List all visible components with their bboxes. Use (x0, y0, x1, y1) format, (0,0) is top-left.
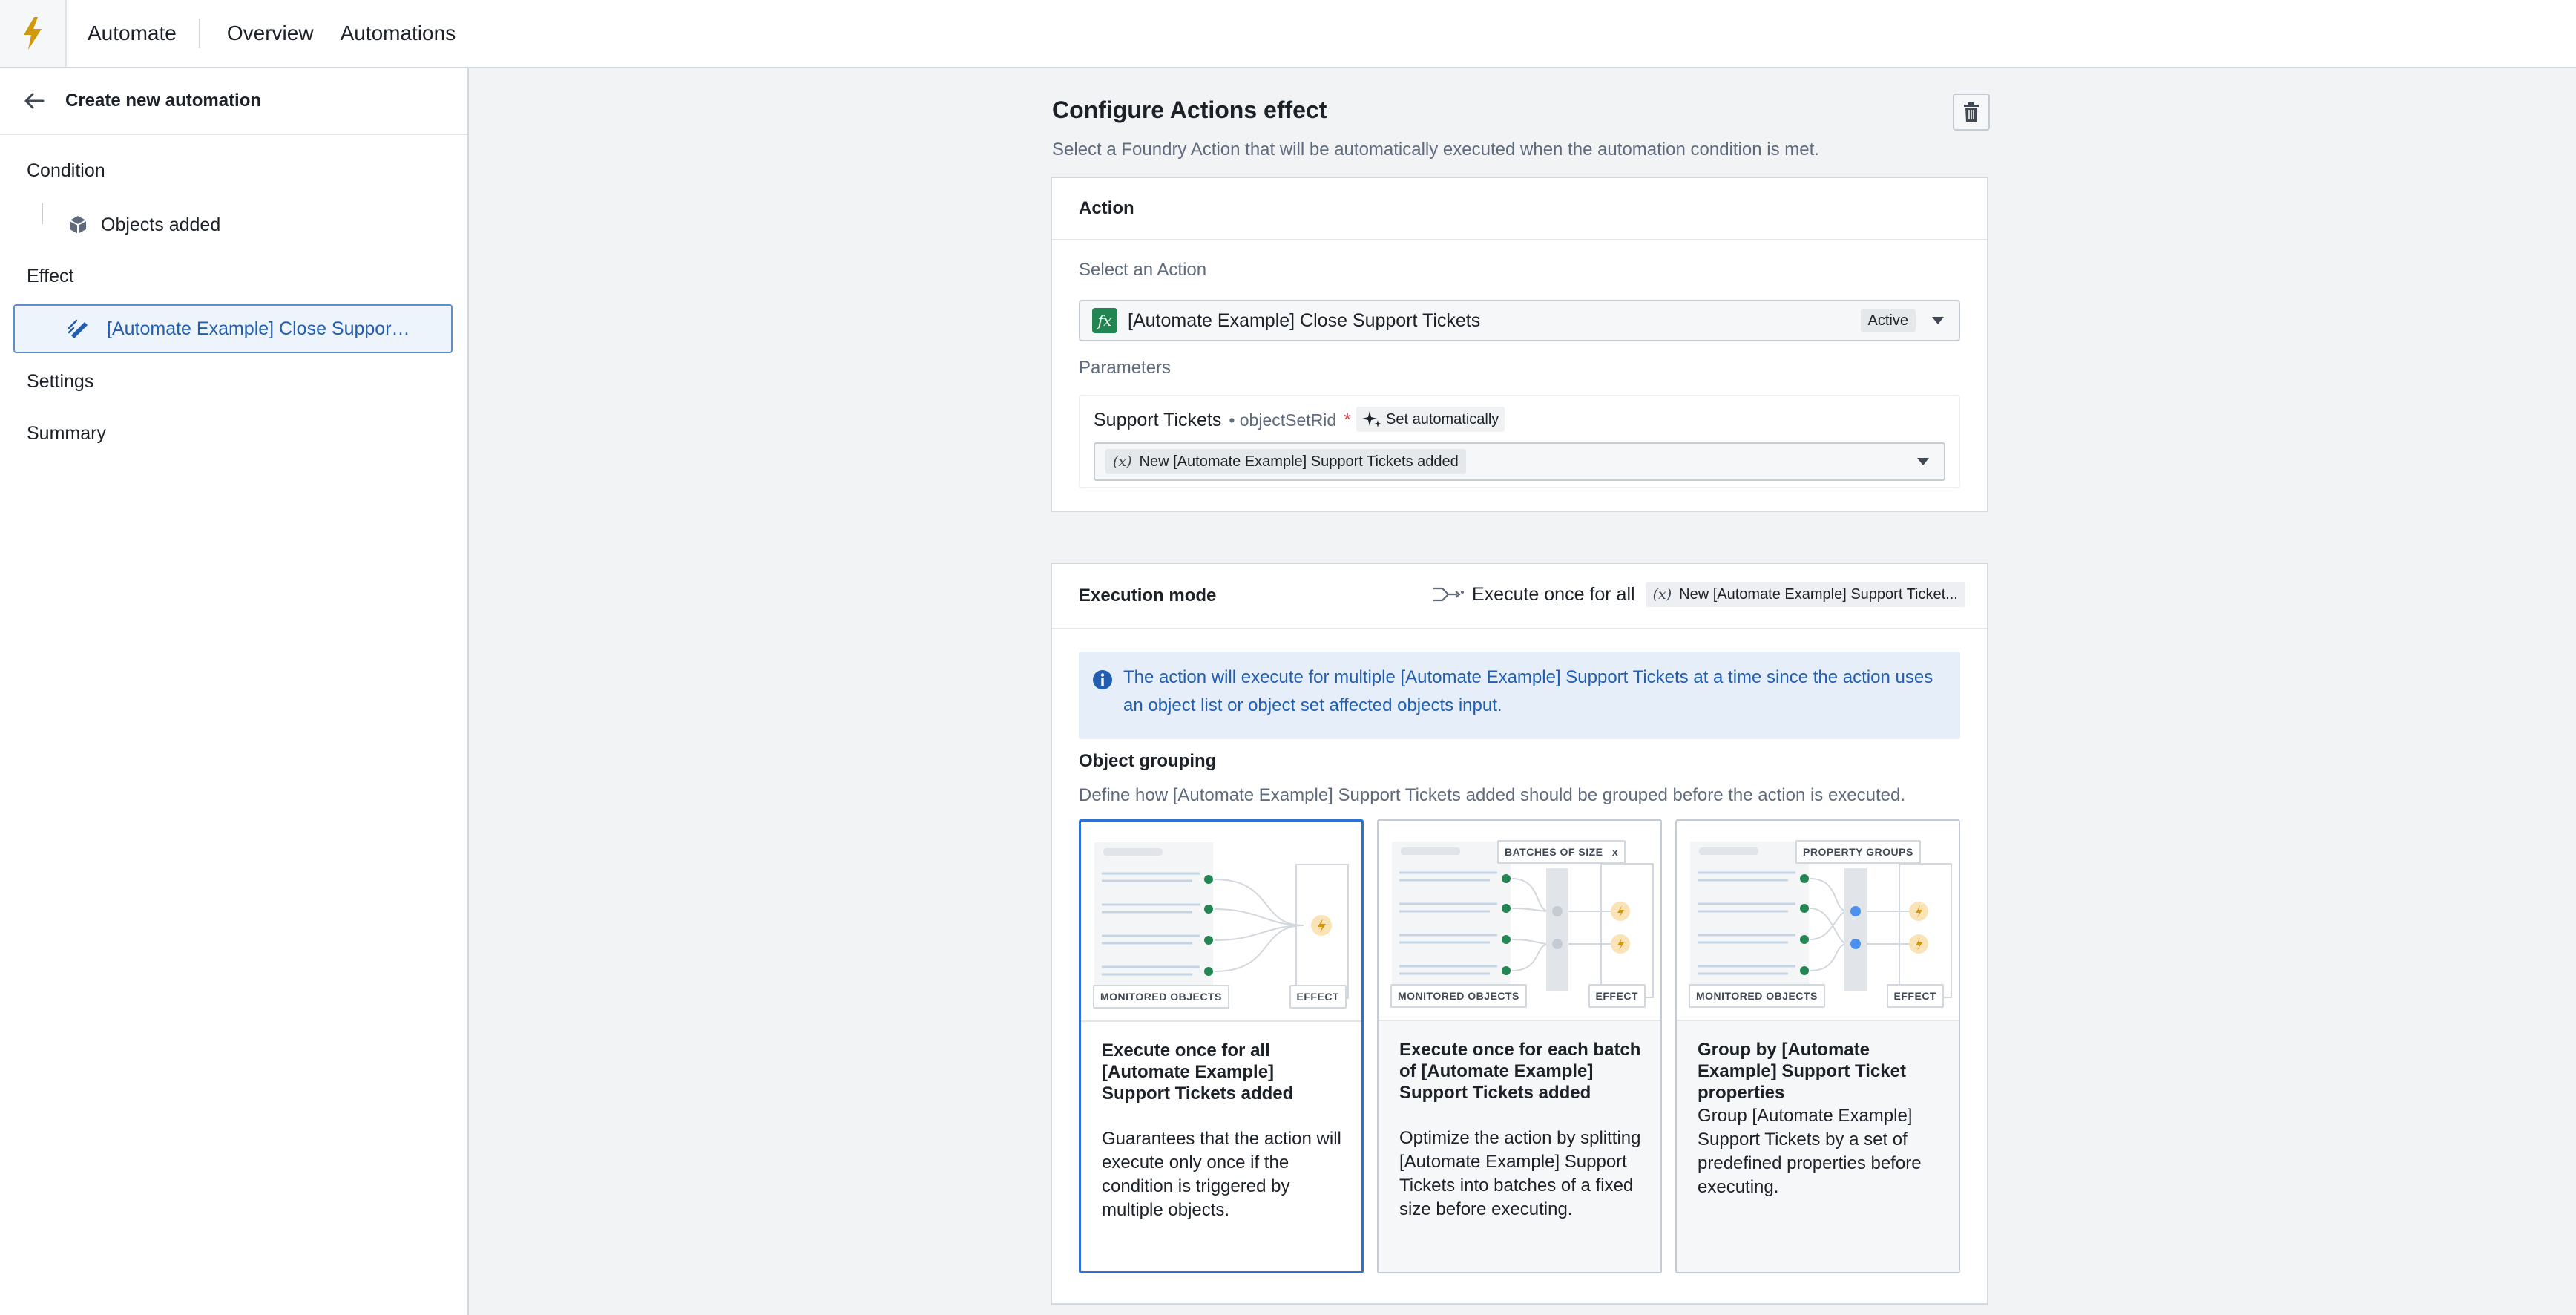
variable-icon: (x) (1113, 453, 1132, 470)
sidebar-item-effect[interactable]: Effect (27, 266, 74, 286)
action-select[interactable] (1079, 300, 1960, 341)
set-automatically-button[interactable] (1356, 407, 1505, 432)
action-card-title: Action (1052, 178, 1987, 240)
sparkle-icon (1362, 410, 1381, 429)
variable-icon: (x) (1652, 586, 1672, 603)
app-logo[interactable] (0, 0, 67, 67)
execution-variable-label: New [Automate Example] Support Ticket... (1679, 586, 1958, 603)
illustration-tag-effect: EFFECT (1588, 984, 1646, 1008)
parameter-box (1079, 395, 1960, 488)
sidebar-item-label: [Automate Example] Close Suppor… (107, 318, 410, 339)
batches-tag-x: x (1611, 846, 1619, 858)
main-content (469, 68, 2576, 1315)
tree-line (42, 203, 43, 224)
status-badge: Active (1861, 309, 1916, 332)
nav-automations[interactable]: Automations (340, 22, 456, 45)
select-action-label: Select an Action (1079, 260, 1207, 280)
parameter-header (1094, 410, 1351, 431)
sidebar-item-condition[interactable]: Condition (27, 160, 105, 181)
grouping-option-property-groups[interactable] (1675, 819, 1960, 1273)
page-subtitle: Select a Foundry Action that will be automatically executed when the automation condition is met. (1052, 140, 1819, 160)
merge-arrow-icon (1432, 584, 1465, 605)
action-pen-icon (67, 318, 91, 340)
option-title: Execute once for all [Automate Example] Support Tickets added (1102, 1040, 1294, 1104)
illustration-tag-batches (1497, 840, 1626, 864)
parameter-name: Support Tickets (1094, 410, 1222, 430)
object-grouping-desc: Define how [Automate Example] Support Tickets added should be grouped before the action is executed. (1079, 785, 1906, 805)
illustration-tag-effect: EFFECT (1887, 984, 1944, 1008)
illustration-tag-monitored: MONITORED OBJECTS (1390, 984, 1527, 1008)
sidebar-item-objects-added[interactable] (59, 200, 445, 249)
chevron-down-icon (1932, 317, 1944, 324)
illustration-property-groups (1677, 821, 1959, 1021)
execution-variable-chip (1646, 582, 1965, 607)
set-automatically-label: Set automatically (1386, 410, 1499, 427)
option-desc: Guarantees that the action will execute only once if the condition is triggered by multiple objects. (1102, 1129, 1341, 1220)
illustration-tag-property-groups: PROPERTY GROUPS (1795, 840, 1921, 864)
page-title: Configure Actions effect (1052, 96, 1327, 123)
grouping-option-execute-once[interactable] (1079, 819, 1364, 1273)
nav-overview[interactable]: Overview (226, 22, 314, 45)
execution-mode-header (1052, 564, 1987, 629)
function-icon: fx (1092, 308, 1117, 333)
execution-mode-card (1051, 563, 1988, 1305)
sidebar-item-close-support-tickets[interactable] (13, 304, 453, 353)
illustration-execute-once (1081, 822, 1361, 1022)
sidebar-item-summary[interactable]: Summary (27, 423, 106, 444)
action-select-value: [Automate Example] Close Support Tickets (1128, 309, 1481, 331)
parameter-value-select[interactable] (1094, 442, 1945, 481)
trash-icon (1962, 102, 1981, 122)
object-grouping-title: Object grouping (1079, 751, 1217, 771)
info-icon (1092, 669, 1113, 690)
option-desc: Optimize the action by splitting [Automate Example] Support Tickets into batches of a fixed size before executing. (1399, 1128, 1641, 1219)
sidebar-header (0, 68, 467, 135)
option-title: Group by [Automate Example] Support Ticket properties (1698, 1040, 1906, 1103)
option-title: Execute once for each batch of [Automate Example] Support Tickets added (1399, 1040, 1641, 1103)
app-name[interactable]: Automate (88, 19, 200, 48)
illustration-tag-monitored: MONITORED OBJECTS (1689, 984, 1825, 1008)
variable-chip (1105, 449, 1466, 474)
sidebar-title: Create new automation (65, 91, 262, 111)
option-desc: Group [Automate Example] Support Tickets by a set of predefined properties before executing. (1698, 1106, 1922, 1197)
execution-mode-label: Execute once for all (1472, 583, 1635, 605)
sidebar (0, 68, 469, 1315)
action-card (1051, 177, 1988, 512)
info-callout (1079, 652, 1960, 739)
info-callout-text: The action will execute for multiple [Automate Example] Support Tickets at a time since the action uses an object list or object set affected objects input. (1123, 667, 1933, 715)
sidebar-item-settings[interactable]: Settings (27, 371, 94, 392)
parameter-id: • objectSetRid (1229, 410, 1337, 430)
execution-mode-title: Execution mode (1079, 586, 1217, 606)
illustration-tag-effect: EFFECT (1289, 985, 1347, 1009)
sidebar-item-label: Objects added (101, 214, 221, 235)
delete-effect-button[interactable] (1953, 94, 1990, 131)
back-button[interactable] (19, 86, 49, 116)
grouping-option-batches[interactable] (1377, 819, 1662, 1273)
variable-chip-label: New [Automate Example] Support Tickets added (1139, 453, 1459, 470)
parameters-label: Parameters (1079, 358, 1172, 378)
top-bar (0, 0, 2576, 68)
execution-mode-selector[interactable] (1432, 582, 1965, 607)
batches-tag-label: BATCHES OF SIZE (1505, 846, 1603, 858)
illustration-batches (1379, 821, 1660, 1021)
chevron-down-icon (1917, 458, 1929, 465)
cube-icon (67, 214, 89, 236)
lightning-icon (22, 16, 44, 50)
illustration-tag-monitored: MONITORED OBJECTS (1093, 985, 1229, 1009)
arrow-left-icon (24, 92, 45, 110)
required-marker: * (1344, 410, 1351, 430)
